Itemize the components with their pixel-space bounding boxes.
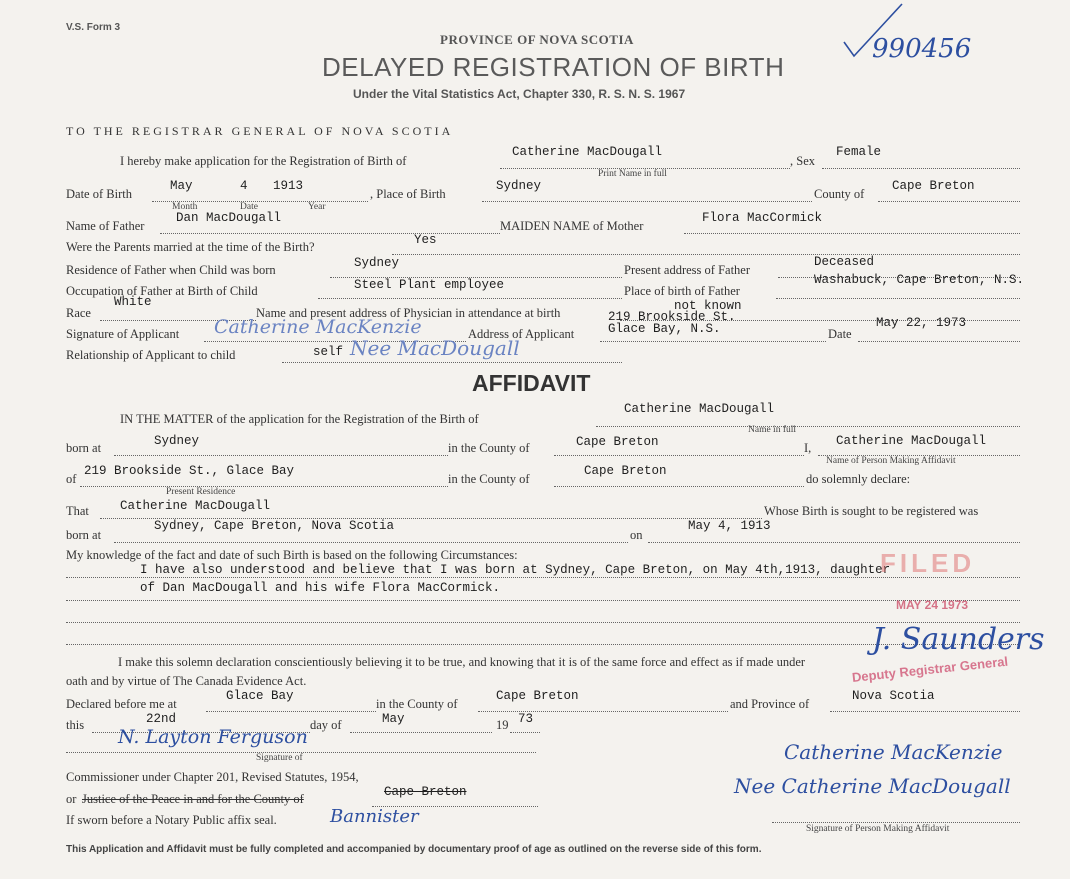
notary-label: If sworn before a Notary Public affix seal. xyxy=(66,813,277,827)
applicant-address-label: Address of Applicant xyxy=(468,327,575,341)
occupation-value: Steel Plant employee xyxy=(354,278,505,292)
applicant-signature: Catherine MacKenzie xyxy=(214,316,422,338)
year-caption: Year xyxy=(308,202,326,212)
commissioner-label: Commissioner under Chapter 201, Revised Statutes, 1954, xyxy=(66,770,359,784)
notary-handwritten: Bannister xyxy=(330,806,419,827)
county-label-2: in the County of xyxy=(448,472,530,486)
county-label: County of xyxy=(814,187,865,201)
affiant-name-caption: Name of Person Making Affidavit xyxy=(826,456,956,466)
registrar-signature: J. Saunders xyxy=(872,622,1045,657)
apply-label: I hereby make application for the Registration of Birth of xyxy=(120,154,407,168)
footer-note: This Application and Affidavit must be fully completed and accompanied by documentary proof of age as outlined on the reverse side of this form. xyxy=(66,844,762,855)
county-label-3: in the County of xyxy=(376,697,458,711)
matter-label: IN THE MATTER of the application for the Registration of the Birth of xyxy=(120,412,479,426)
page-subtitle: Under the Vital Statistics Act, Chapter 330, R. S. N. S. 1967 xyxy=(353,87,686,101)
of-value: 219 Brookside St., Glace Bay xyxy=(84,464,295,478)
declaration-line-1: I make this solemn declaration conscientiously believing it to be true, and knowing that it is of the same force and effect as if made under xyxy=(118,655,806,669)
date-value: May 22, 1973 xyxy=(876,316,967,330)
father-birthplace-value: Washabuck, Cape Breton, N.S. xyxy=(814,273,1025,287)
applicant-address-value-1: 219 Brookside St. xyxy=(608,310,736,324)
residence-value: Sydney xyxy=(354,256,400,270)
form-number: V.S. Form 3 xyxy=(66,22,121,33)
affiant-signature-1: Catherine MacKenzie xyxy=(784,740,1003,764)
declaration-line-2: oath and by virtue of The Canada Evidence Act. xyxy=(66,674,307,688)
affiant-signature-2: Nee Catherine MacDougall xyxy=(734,774,1011,798)
declare-label: do solemnly declare: xyxy=(806,472,911,486)
father-birthplace-label: Place of birth of Father xyxy=(624,284,740,298)
to-registrar-line: TO THE REGISTRAR GENERAL OF NOVA SCOTIA xyxy=(66,124,454,138)
race-label: Race xyxy=(66,306,91,320)
affidavit-title: AFFIDAVIT xyxy=(472,370,591,396)
place-value: Sydney xyxy=(496,179,542,193)
year-prefix: 19 xyxy=(496,718,509,732)
year-value: 73 xyxy=(518,712,534,726)
day-of-label: day of xyxy=(310,718,342,732)
sex-label: , Sex xyxy=(790,154,815,168)
county-value: Cape Breton xyxy=(892,179,975,193)
county-label-1: in the County of xyxy=(448,441,530,455)
dob-label: Date of Birth xyxy=(66,187,132,201)
or-label: or xyxy=(66,792,77,806)
born-at-value-2: Sydney, Cape Breton, Nova Scotia xyxy=(154,519,395,533)
affiant-name-value: Catherine MacDougall xyxy=(836,434,987,448)
born-at-label-2: born at xyxy=(66,528,102,542)
i-label: I, xyxy=(804,441,812,455)
affiant-signature-caption: Signature of Person Making Affidavit xyxy=(806,824,950,834)
province-value: Nova Scotia xyxy=(852,689,935,703)
race-value: White xyxy=(114,295,152,309)
this-label: this xyxy=(66,718,85,732)
on-value: May 4, 1913 xyxy=(688,519,771,533)
circumstance-line-1: I have also understood and believe that I was born at Sydney, Cape Breton, on May 4th,1913, daughter xyxy=(140,563,891,577)
commissioner-signature: N. Layton Ferguson xyxy=(118,726,308,748)
father-label: Name of Father xyxy=(66,219,145,233)
place-label: , Place of Birth xyxy=(370,187,446,201)
present-address-label: Present address of Father xyxy=(624,263,751,277)
mother-value: Flora MacCormick xyxy=(702,211,823,225)
filed-date-stamp: MAY 24 1973 xyxy=(896,598,969,612)
dob-year-value: 1913 xyxy=(273,179,304,193)
present-residence-caption: Present Residence xyxy=(166,487,236,497)
county-value-1: Cape Breton xyxy=(576,435,659,449)
married-value: Yes xyxy=(414,233,437,247)
knowledge-label: My knowledge of the fact and date of such Birth is based on the following Circumstances: xyxy=(66,548,518,562)
relationship-value: self xyxy=(313,345,344,359)
applicant-address-value-2: Glace Bay, N.S. xyxy=(608,322,721,336)
on-label: on xyxy=(630,528,643,542)
that-label: That xyxy=(66,504,89,518)
circumstance-line-2: of Dan MacDougall and his wife Flora MacCormick. xyxy=(140,581,501,595)
father-value: Dan MacDougall xyxy=(176,211,282,225)
physician-value: not known xyxy=(674,299,742,313)
signature-of-caption: Signature of xyxy=(256,753,303,763)
justice-label: Justice of the Peace in and for the County of xyxy=(82,792,304,806)
that-value: Catherine MacDougall xyxy=(120,499,271,513)
mother-label: MAIDEN NAME of Mother xyxy=(500,219,644,233)
relationship-handwritten: Nee MacDougall xyxy=(350,336,520,360)
month-value: May xyxy=(382,712,405,726)
filed-stamp: FILED xyxy=(880,548,976,578)
child-name-value: Catherine MacDougall xyxy=(512,145,663,159)
married-label: Were the Parents married at the time of the Birth? xyxy=(66,240,315,254)
whose-birth-label: Whose Birth is sought to be registered was xyxy=(764,504,979,518)
of-label: of xyxy=(66,472,77,486)
county-value-2: Cape Breton xyxy=(584,464,667,478)
sex-value: Female xyxy=(836,145,882,159)
date-label: Date xyxy=(828,327,852,341)
province-heading: PROVINCE OF NOVA SCOTIA xyxy=(440,32,634,47)
present-address-value: Deceased xyxy=(814,255,875,269)
signature-label: Signature of Applicant xyxy=(66,327,180,341)
justice-county: Cape Breton xyxy=(384,785,467,799)
matter-value: Catherine MacDougall xyxy=(624,402,775,416)
declared-label: Declared before me at xyxy=(66,697,177,711)
residence-label: Residence of Father when Child was born xyxy=(66,263,276,277)
print-name-caption: Print Name in full xyxy=(598,169,667,179)
province-label: and Province of xyxy=(730,697,810,711)
relationship-label: Relationship of Applicant to child xyxy=(66,348,236,362)
month-caption: Month xyxy=(172,202,198,212)
name-in-full-caption: Name in full xyxy=(748,425,797,435)
page-title: DELAYED REGISTRATION OF BIRTH xyxy=(322,52,785,82)
declared-value: Glace Bay xyxy=(226,689,294,703)
born-at-value: Sydney xyxy=(154,434,200,448)
county-value-3: Cape Breton xyxy=(496,689,579,703)
physician-label: Name and present address of Physician in attendance at birth xyxy=(256,306,561,320)
day-value: 22nd xyxy=(146,712,177,726)
handwritten-registration-number: 990456 xyxy=(872,34,972,64)
born-at-label: born at xyxy=(66,441,102,455)
occupation-label: Occupation of Father at Birth of Child xyxy=(66,284,258,298)
date-caption: Date xyxy=(240,202,258,212)
dob-month-value: May xyxy=(170,179,193,193)
dob-day-value: 4 xyxy=(240,179,248,193)
registrar-role-stamp: Deputy Registrar General xyxy=(851,653,1009,685)
